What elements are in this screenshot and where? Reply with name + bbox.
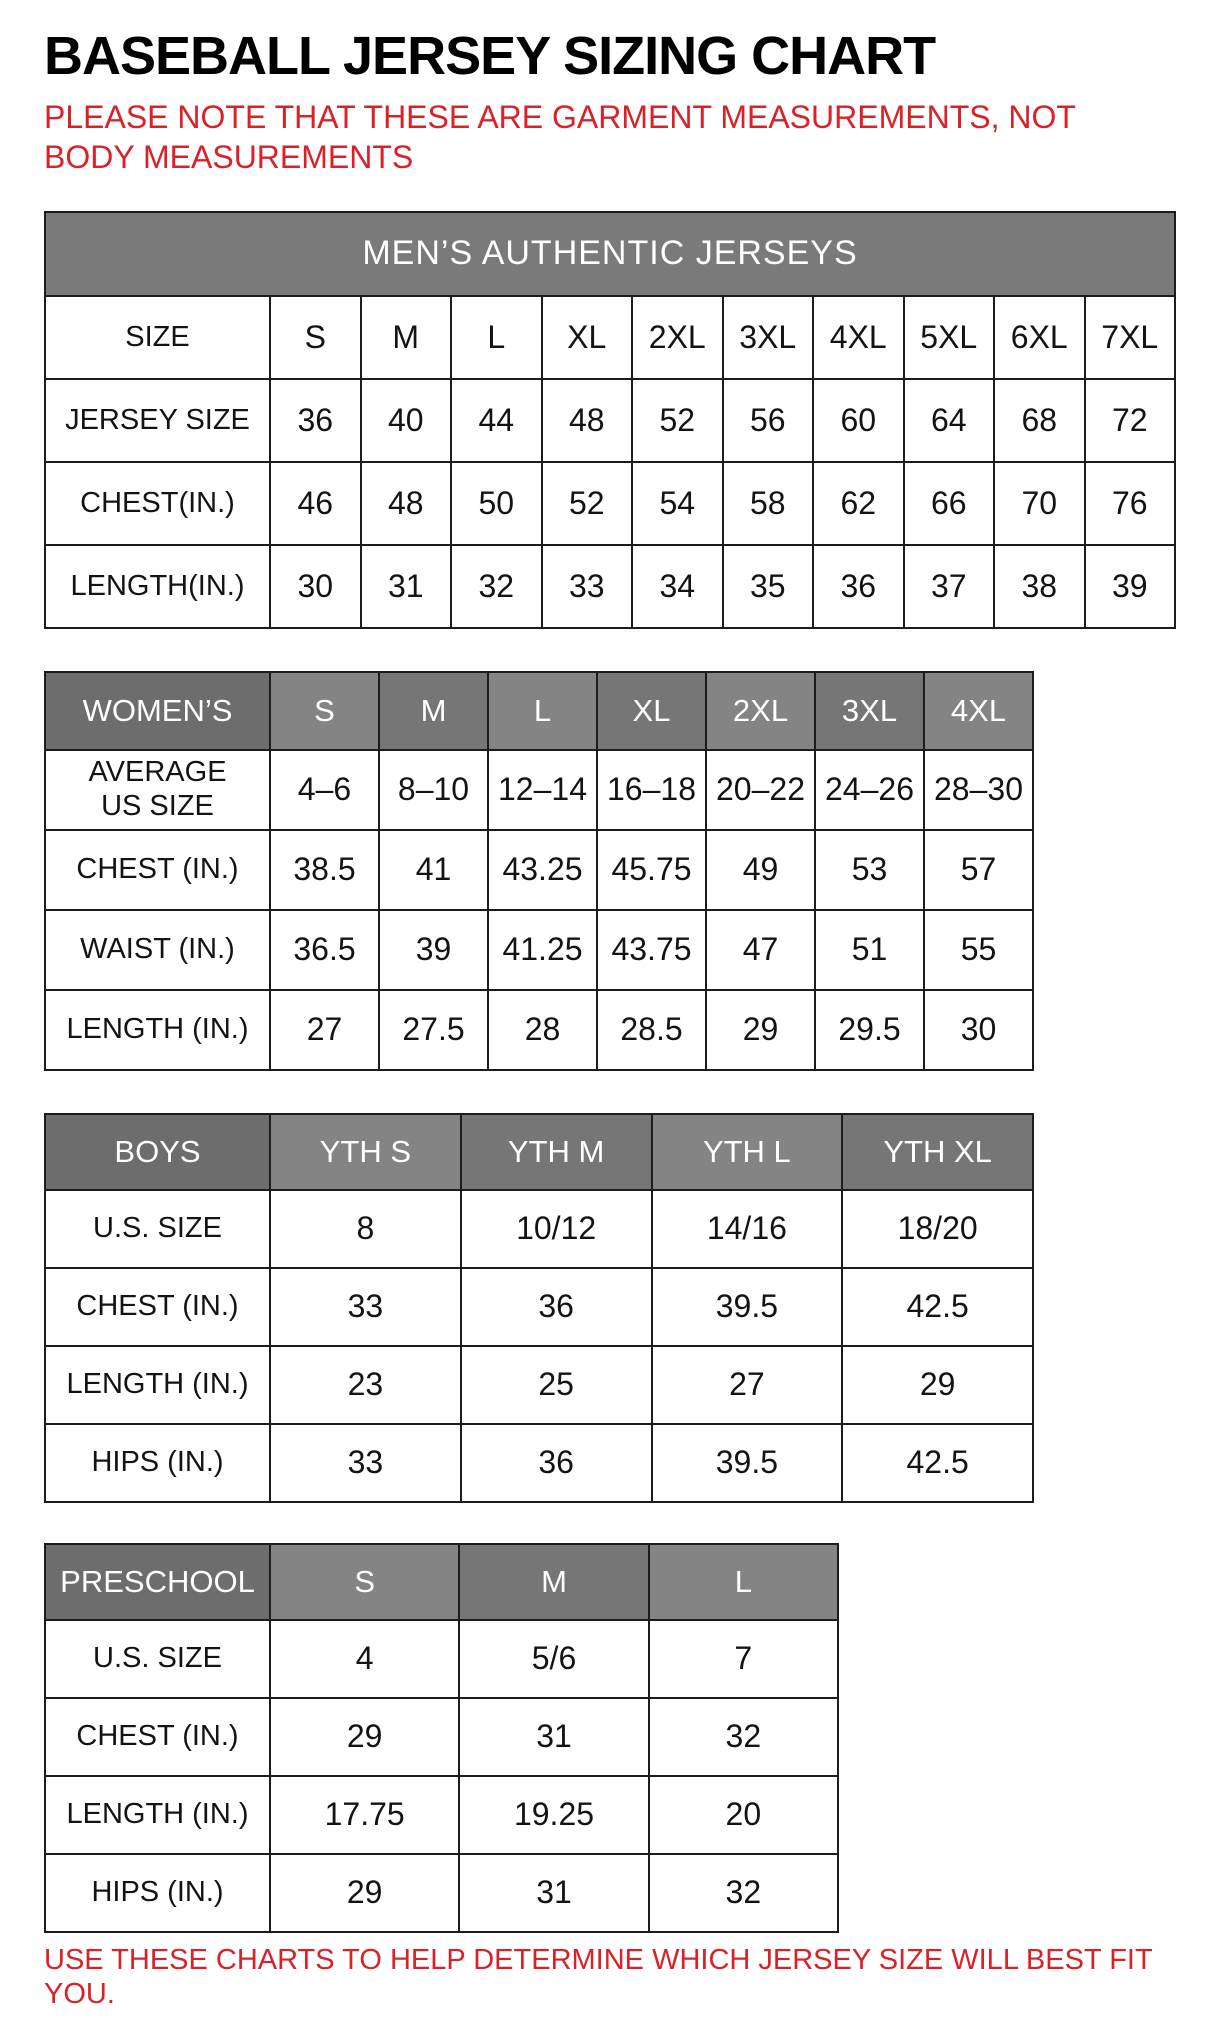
table-cell: 2XL (632, 296, 723, 379)
col-header: 4XL (924, 672, 1033, 750)
table-cell: 32 (649, 1854, 838, 1932)
preschool-row-label-hips: HIPS (IN.) (45, 1854, 270, 1932)
table-header-row (45, 1544, 838, 1620)
table-cell: 36 (813, 545, 904, 628)
table-row (45, 1620, 838, 1698)
table-row (45, 1190, 1033, 1268)
table-cell: 36.5 (270, 910, 379, 990)
table-cell: 3XL (723, 296, 814, 379)
table-cell: 45.75 (597, 830, 706, 910)
col-header: M (379, 672, 488, 750)
table-cell: 47 (706, 910, 815, 990)
table-cell: 55 (924, 910, 1033, 990)
table-cell: 39.5 (652, 1424, 843, 1502)
col-header: XL (597, 672, 706, 750)
boys-row-label-chest: CHEST (IN.) (45, 1268, 270, 1346)
table-cell: 30 (924, 990, 1033, 1070)
table-cell: 33 (270, 1424, 461, 1502)
table-cell: 37 (904, 545, 995, 628)
table-cell: 39.5 (652, 1268, 843, 1346)
preschool-sizing-table (44, 1543, 839, 1933)
col-header: YTH XL (842, 1114, 1033, 1190)
table-row (45, 379, 1175, 462)
table-cell: 46 (270, 462, 361, 545)
table-cell: 40 (361, 379, 452, 462)
table-cell: 64 (904, 379, 995, 462)
table-row (45, 750, 1033, 830)
table-cell: 28 (488, 990, 597, 1070)
mens-row-label-length: LENGTH(IN.) (45, 545, 270, 628)
fit-advice-note: USE THESE CHARTS TO HELP DETERMINE WHICH JERSEY SIZE WILL BEST FIT YOU. (44, 1943, 1153, 2011)
table-cell: 76 (1085, 462, 1176, 545)
table-row (45, 1268, 1033, 1346)
table-cell: 53 (815, 830, 924, 910)
table-cell: 5XL (904, 296, 995, 379)
table-cell: 27 (270, 990, 379, 1070)
table-row (45, 1776, 838, 1854)
table-cell: 62 (813, 462, 904, 545)
table-cell: 24–26 (815, 750, 924, 830)
boys-sizing-table (44, 1113, 1034, 1503)
col-header: L (488, 672, 597, 750)
table-cell: 57 (924, 830, 1033, 910)
table-row (45, 462, 1175, 545)
mens-sizing-table (44, 211, 1176, 629)
table-cell: 31 (361, 545, 452, 628)
preschool-row-label-length: LENGTH (IN.) (45, 1776, 270, 1854)
table-cell: 31 (459, 1698, 648, 1776)
preschool-header-label: PRESCHOOL (45, 1544, 270, 1620)
womens-row-label-waist: WAIST (IN.) (45, 910, 270, 990)
table-cell: 17.75 (270, 1776, 459, 1854)
boys-row-label-hips: HIPS (IN.) (45, 1424, 270, 1502)
mens-row-label-size: SIZE (45, 296, 270, 379)
table-cell: 48 (361, 462, 452, 545)
table-cell: 56 (723, 379, 814, 462)
table-cell: 20 (649, 1776, 838, 1854)
table-cell: 66 (904, 462, 995, 545)
table-cell: 29 (270, 1854, 459, 1932)
table-cell: 60 (813, 379, 904, 462)
table-cell: 12–14 (488, 750, 597, 830)
womens-header-label: WOMEN’S (45, 672, 270, 750)
table-cell: L (451, 296, 542, 379)
table-row (45, 212, 1175, 296)
table-cell: 29.5 (815, 990, 924, 1070)
table-row (45, 830, 1033, 910)
table-cell: 72 (1085, 379, 1176, 462)
table-row (45, 1698, 838, 1776)
table-cell: 14/16 (652, 1190, 843, 1268)
table-cell: 41 (379, 830, 488, 910)
table-cell: 54 (632, 462, 723, 545)
table-cell: 27 (652, 1346, 843, 1424)
table-cell: 25 (461, 1346, 652, 1424)
table-cell: 39 (1085, 545, 1176, 628)
table-cell: 29 (706, 990, 815, 1070)
table-header-row (45, 672, 1033, 750)
col-header: YTH S (270, 1114, 461, 1190)
boys-row-label-length: LENGTH (IN.) (45, 1346, 270, 1424)
mens-row-label-jersey-size: JERSEY SIZE (45, 379, 270, 462)
table-cell: 31 (459, 1854, 648, 1932)
table-cell: 58 (723, 462, 814, 545)
table-cell: M (361, 296, 452, 379)
table-cell: 43.75 (597, 910, 706, 990)
womens-row-label-average-us-size (45, 750, 270, 830)
table-cell: 36 (270, 379, 361, 462)
table-cell: 36 (461, 1424, 652, 1502)
womens-row-label-chest: CHEST (IN.) (45, 830, 270, 910)
table-cell: 39 (379, 910, 488, 990)
table-cell: 52 (632, 379, 723, 462)
table-cell: 51 (815, 910, 924, 990)
table-cell: 42.5 (842, 1424, 1033, 1502)
table-cell: 35 (723, 545, 814, 628)
col-header: YTH L (652, 1114, 843, 1190)
table-cell: 49 (706, 830, 815, 910)
table-cell: 28–30 (924, 750, 1033, 830)
col-header: M (459, 1544, 648, 1620)
table-cell: 8–10 (379, 750, 488, 830)
table-cell: 4 (270, 1620, 459, 1698)
table-cell: 36 (461, 1268, 652, 1346)
table-cell: 29 (270, 1698, 459, 1776)
page-title: BASEBALL JERSEY SIZING CHART (44, 26, 936, 86)
table-row (45, 910, 1033, 990)
table-cell: 5/6 (459, 1620, 648, 1698)
col-header: 3XL (815, 672, 924, 750)
table-row (45, 990, 1033, 1070)
table-cell: 4XL (813, 296, 904, 379)
table-cell: 32 (451, 545, 542, 628)
table-cell: 50 (451, 462, 542, 545)
womens-sizing-table (44, 671, 1034, 1071)
boys-row-label-us-size: U.S. SIZE (45, 1190, 270, 1268)
col-header: S (270, 672, 379, 750)
col-header: L (649, 1544, 838, 1620)
garment-measurement-note: PLEASE NOTE THAT THESE ARE GARMENT MEASUREMENTS, NOT BODY MEASUREMENTS (44, 98, 1076, 175)
col-header: YTH M (461, 1114, 652, 1190)
preschool-row-label-chest: CHEST (IN.) (45, 1698, 270, 1776)
table-cell: 30 (270, 545, 361, 628)
table-cell: 27.5 (379, 990, 488, 1070)
table-row (45, 1346, 1033, 1424)
table-cell: 28.5 (597, 990, 706, 1070)
table-cell: 68 (994, 379, 1085, 462)
table-cell: 48 (542, 379, 633, 462)
table-cell: 43.25 (488, 830, 597, 910)
table-cell: 44 (451, 379, 542, 462)
table-row (45, 296, 1175, 379)
table-cell: 8 (270, 1190, 461, 1268)
table-row (45, 1854, 838, 1932)
table-cell: 32 (649, 1698, 838, 1776)
table-cell: 19.25 (459, 1776, 648, 1854)
table-cell: 6XL (994, 296, 1085, 379)
row-label-text: AVERAGE US SIZE (88, 756, 227, 822)
table-cell: 38.5 (270, 830, 379, 910)
table-cell: 4–6 (270, 750, 379, 830)
table-row (45, 1424, 1033, 1502)
table-cell: 23 (270, 1346, 461, 1424)
mens-table-title: MEN’S AUTHENTIC JERSEYS (45, 212, 1175, 296)
table-cell: S (270, 296, 361, 379)
boys-header-label: BOYS (45, 1114, 270, 1190)
womens-row-label-length: LENGTH (IN.) (45, 990, 270, 1070)
table-cell: 34 (632, 545, 723, 628)
preschool-row-label-us-size: U.S. SIZE (45, 1620, 270, 1698)
table-cell: XL (542, 296, 633, 379)
table-cell: 18/20 (842, 1190, 1033, 1268)
table-cell: 7 (649, 1620, 838, 1698)
table-header-row (45, 1114, 1033, 1190)
table-cell: 41.25 (488, 910, 597, 990)
col-header: 2XL (706, 672, 815, 750)
table-cell: 29 (842, 1346, 1033, 1424)
table-cell: 7XL (1085, 296, 1176, 379)
table-cell: 10/12 (461, 1190, 652, 1268)
table-cell: 33 (542, 545, 633, 628)
col-header: S (270, 1544, 459, 1620)
table-cell: 16–18 (597, 750, 706, 830)
table-cell: 20–22 (706, 750, 815, 830)
table-cell: 38 (994, 545, 1085, 628)
mens-row-label-chest: CHEST(IN.) (45, 462, 270, 545)
table-row (45, 545, 1175, 628)
table-cell: 33 (270, 1268, 461, 1346)
table-cell: 52 (542, 462, 633, 545)
table-cell: 70 (994, 462, 1085, 545)
table-cell: 42.5 (842, 1268, 1033, 1346)
